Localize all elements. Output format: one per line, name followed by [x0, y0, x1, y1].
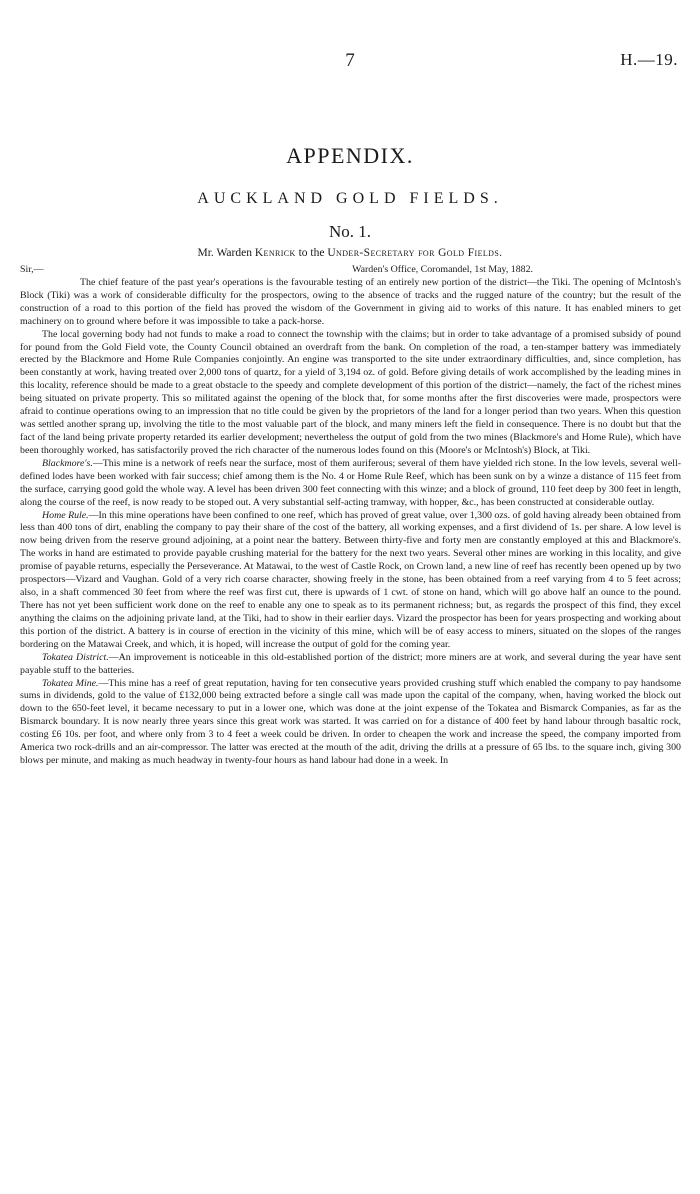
page-number: 7	[345, 50, 355, 71]
section-title: AUCKLAND GOLD FIELDS.	[197, 190, 503, 207]
paragraph: The chief feature of the past year's operations is the favourable testing of an entirely new portion of the district—the Tiki. The opening of McIntosh's Block (Tiki) was a work of considerable difficulty for the prospectors, owing to the absence of tracks and the rugged nature of the country; but the result of the construction of a road to this portion of the field has proved the wisdom of the Government in giving aid to works of this nature. It has enabled miners to get machinery on to ground where before it was impossible to take a pack-horse.	[20, 276, 681, 327]
paragraph	[20, 678, 681, 768]
letter-title-middle: to the	[295, 247, 328, 259]
page-header	[0, 50, 700, 70]
paragraph	[20, 652, 681, 678]
paragraph-text: —In this mine operations have been confined to one reef, which has proved of great value, over 1,300 ozs. of gold having already been obtained from less than 400 tons of dirt, enabling the company to pay their share of the cost of the battery, all working expenses, and a first dividend of 1s. per share. A low level is now being driven from the reserve ground adjoining, at a point near the battery. Between thirty-five and forty men are constantly employed at this and Blackmore's. The works in hand are estimated to provide payable crushing material for the battery for the next two years. Several other mines are working in this locality, and give promise of payable returns, especially the Perseverance. At Matawai, to the west of Castle Rock, on Crown land, a new line of reef has recently been opened up by two prospectors—Vizard and Vaughan. Gold of a very rich coarse character, showing freely in the stone, has been obtained from a reef varying from 4 to 5 feet across; also, in a shaft commenced 30 feet from where the reef was first cut, there is upwards of 1 cwt. of stone on hand, which will go above half an ounce to the pound. There has not yet been sufficient work done on the reef to enable any one to speak as to its permanent richness; but, as regards the prospect of this find, they excel anything the claims on the adjoining private land, at the Tiki, had to show in their earlier days. Vizard the prospector has been for years prospecting and working about this portion of the district. A battery is in course of erection in the vicinity of this mine, which will be of easy access to miners, situated on the slopes of the ranges bordering on the Matawai Creek, and which, it is hoped, will increase the output of gold for the coming year.	[20, 509, 681, 650]
paragraph-heading: Blackmore's.	[42, 457, 93, 469]
paragraph-heading: Tokatea Mine.	[42, 677, 99, 689]
document-reference: H.—19.	[620, 50, 678, 69]
letter-author-name: Kenrick	[254, 247, 296, 259]
letter-title	[0, 247, 700, 259]
paragraph-text: —An improvement is noticeable in this old-established portion of the district; more miners are at work, and several during the year have sent payable stuff to the batteries.	[20, 651, 681, 676]
paragraph-heading: Tokatea District.	[42, 651, 109, 663]
paragraph: The local governing body had not funds to make a road to connect the township with the claims; but in order to take advantage of a promised subsidy of pound for pound from the Gold Field vote, the County Council obtained an overdraft from the bank. On completion of the road, a ten-stamper battery was immediately erected by the Blackmore and Home Rule Companies conjointly. An engine was transported to the site under extraordinary difficulties, and, since completion, has been constantly at work, having treated over 2,000 tons of quartz, for a yield of 3,194 oz. of gold. Before giving details of work accomplished by the leading mines in this locality, reference should be made to a great obstacle to the speedy and complete development of this portion of the district—namely, the fact of the richest mines being situated on private property. This so militated against the opening of the block that, for some months after the first discoveries were made, prospectors were afraid to continue operations owing to an impression that no title could be given by the proprietors of the land for a longer period than two years. When this question was settled another sprang up, involving the title to the most valuable part of the block, and many miners left the field in consequence. There is no doubt but that the fact of the land being private property retarded its earlier development; nevertheless the output of gold from the two mines (Blackmore's and Home Rule), which have been thoroughly worked, has satisfactorily proved the rich character of the numerous lodes found on this (Moore's or McIntosh's) Block, at Tiki.	[20, 328, 681, 456]
paragraph-heading: Home Rule.	[42, 509, 89, 521]
letter-recipient: Under-Secretary for Gold Fields.	[327, 247, 503, 259]
paragraph	[20, 458, 681, 510]
paragraph	[20, 510, 681, 652]
letter-title-prefix: Mr. Warden	[197, 247, 255, 259]
salutation: Sir,—	[20, 264, 44, 275]
letter-body	[20, 264, 681, 768]
document-number: No. 1.	[328, 222, 372, 241]
paragraph-text: —This mine has a reef of great reputation, having for ten consecutive years provided crushing stuff which enabled the company to pay handsome sums in dividends, gold to the value of £132,000 being extracted before a single call was made upon the capital of the company, when, having worked the block out down to the 650-feet level, it became necessary to put in a lower one, which was done at the joint expense of the Tokatea and Bismarck Companies, as far as the Bismarck boundary. It is now nearly three years since this great work was started. It was carried on for a distance of 400 feet by hand labour through basaltic rock, costing £6 10s. per foot, and where only from 3 to 4 feet a week could be driven. In order to cheapen the work and increase the speed, the company imported from America two rock-drills and an air-compressor. The latter was erected at the mouth of the adit, driving the drills at a pressure of 65 lbs. to the square inch, giving 300 blows per minute, and making as much headway in twenty-four hours as hand labour had done in a week. In	[20, 677, 681, 767]
salutation-row	[20, 264, 681, 277]
paragraph-text: —This mine is a network of reefs near the surface, most of them auriferous; several of them have yielded rich stone. In the low levels, several well-defined lodes have been worked with fair success; chief among them is the No. 4 or Home Rule Reef, which has been sunk on by a winze a distance of 115 feet from the surface, carrying good gold the whole way. A level has been driven 300 feet connecting with this winze; and a block of ground, 110 feet deep by 300 feet in length, along the course of the reef, is now ready to be stoped out. A very substantial self-acting tramway, with hopper, &c., has been constructed at considerable outlay.	[20, 457, 681, 508]
place-and-date: Warden's Office, Coromandel, 1st May, 1882.	[352, 264, 533, 275]
appendix-title: APPENDIX.	[286, 143, 414, 168]
